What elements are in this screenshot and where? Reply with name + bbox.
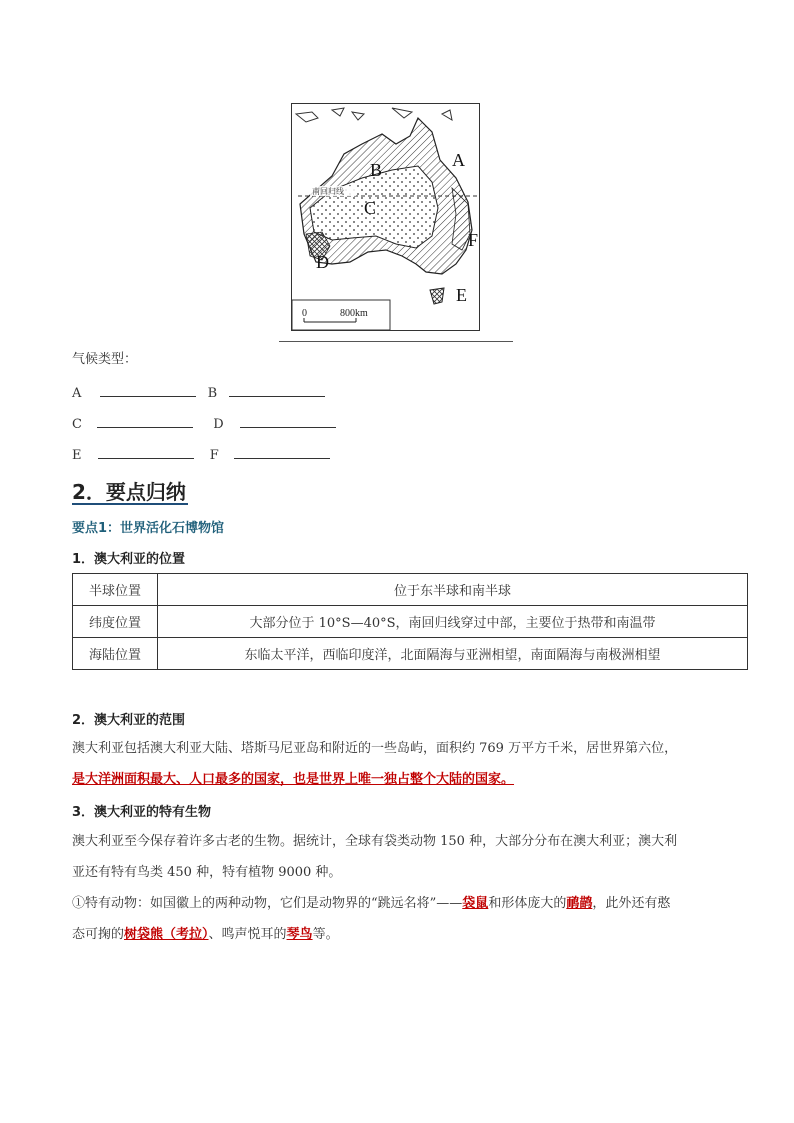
scale-distance: 800km bbox=[340, 308, 368, 319]
climate-prompt: 气候类型： bbox=[72, 352, 138, 367]
climate-label-e: E bbox=[72, 448, 82, 463]
northern-islands bbox=[296, 108, 452, 122]
koala-term: 树袋熊（考拉） bbox=[124, 927, 209, 942]
blank-e[interactable] bbox=[98, 444, 194, 459]
table-cell-label: 半球位置 bbox=[73, 574, 158, 606]
blank-f[interactable] bbox=[234, 444, 330, 459]
line4-mid: 、鸣声悦耳的 bbox=[208, 927, 287, 942]
species-heading: 3．澳大利亚的特有生物 bbox=[72, 805, 212, 820]
animals-mid: 和形体庞大的 bbox=[488, 896, 567, 911]
climate-label-c: C bbox=[72, 417, 82, 432]
line4-prefix: 态可掬的 bbox=[72, 927, 125, 942]
blank-c[interactable] bbox=[97, 413, 193, 428]
map-graphic bbox=[292, 104, 479, 330]
section-title: 2．要点归纳 bbox=[72, 480, 186, 504]
climate-label-b: B bbox=[207, 386, 218, 401]
table-row bbox=[73, 574, 748, 606]
location-heading: 1．澳大利亚的位置 bbox=[72, 552, 186, 567]
table-row bbox=[73, 638, 748, 670]
animals-suffix: ，此外还有憨 bbox=[592, 896, 671, 911]
map-label-b: B bbox=[370, 160, 383, 180]
table-row bbox=[73, 606, 748, 638]
tasmania-island bbox=[430, 288, 444, 304]
scope-paragraph bbox=[72, 733, 752, 795]
species-line-1: 澳大利亚至今保存着许多古老的生物。据统计，全球有袋类动物 150 种，大部分分布在澳大利亚；澳大利 bbox=[72, 834, 678, 849]
climate-row-3 bbox=[72, 444, 330, 466]
climate-label-f: F bbox=[209, 448, 219, 463]
map-label-c: C bbox=[364, 198, 377, 218]
blank-a[interactable] bbox=[100, 382, 196, 397]
climate-row-2 bbox=[72, 413, 336, 435]
species-paragraph bbox=[72, 826, 752, 950]
location-table bbox=[72, 573, 748, 670]
blank-b[interactable] bbox=[229, 382, 325, 397]
scope-heading: 2．澳大利亚的范围 bbox=[72, 713, 186, 728]
table-cell-value: 位于东半球和南半球 bbox=[158, 574, 748, 606]
table-cell-value: 东临太平洋，西临印度洋，北面隔海与亚洲相望，南面隔海与南极洲相望 bbox=[158, 638, 748, 670]
kangaroo-term: 袋鼠 bbox=[462, 896, 489, 911]
map-label-d: D bbox=[316, 252, 329, 272]
climate-label-a: A bbox=[72, 386, 82, 401]
climate-label-d: D bbox=[213, 417, 224, 432]
section-title-underline bbox=[72, 503, 188, 505]
blank-d[interactable] bbox=[240, 413, 336, 428]
keypoint-heading: 要点1：世界活化石博物馆 bbox=[72, 521, 225, 536]
scale-zero: 0 bbox=[302, 308, 307, 319]
lyrebird-term: 琴鸟 bbox=[286, 927, 313, 942]
map-label-f: F bbox=[468, 230, 479, 250]
climate-row-1 bbox=[72, 382, 325, 404]
map-label-e: E bbox=[456, 285, 467, 305]
australia-climate-map bbox=[291, 103, 480, 331]
scope-text: 澳大利亚包括澳大利亚大陆、塔斯马尼亚岛和附近的一些岛屿，面积约 769 万平方千米，居世界第六位， bbox=[72, 741, 678, 756]
table-cell-value: 大部分位于 10°S—40°S，南回归线穿过中部，主要位于热带和南温带 bbox=[158, 606, 748, 638]
species-line-2: 亚还有特有鸟类 450 种，特有植物 9000 种。 bbox=[72, 865, 342, 880]
animals-prefix: ①特有动物：如国徽上的两种动物，它们是动物界的“跳远名将”—— bbox=[72, 896, 463, 911]
line4-suffix: 等。 bbox=[312, 927, 339, 942]
scope-highlight: 是大洋洲面积最大、人口最多的国家，也是世界上唯一独占整个大陆的国家。 bbox=[72, 772, 515, 787]
tropic-label: 南回归线 bbox=[312, 187, 344, 196]
table-cell-label: 海陆位置 bbox=[73, 638, 158, 670]
figure-divider bbox=[279, 341, 513, 342]
map-label-a: A bbox=[452, 150, 465, 170]
emu-term: 鸸鹋 bbox=[566, 896, 593, 911]
table-cell-label: 纬度位置 bbox=[73, 606, 158, 638]
